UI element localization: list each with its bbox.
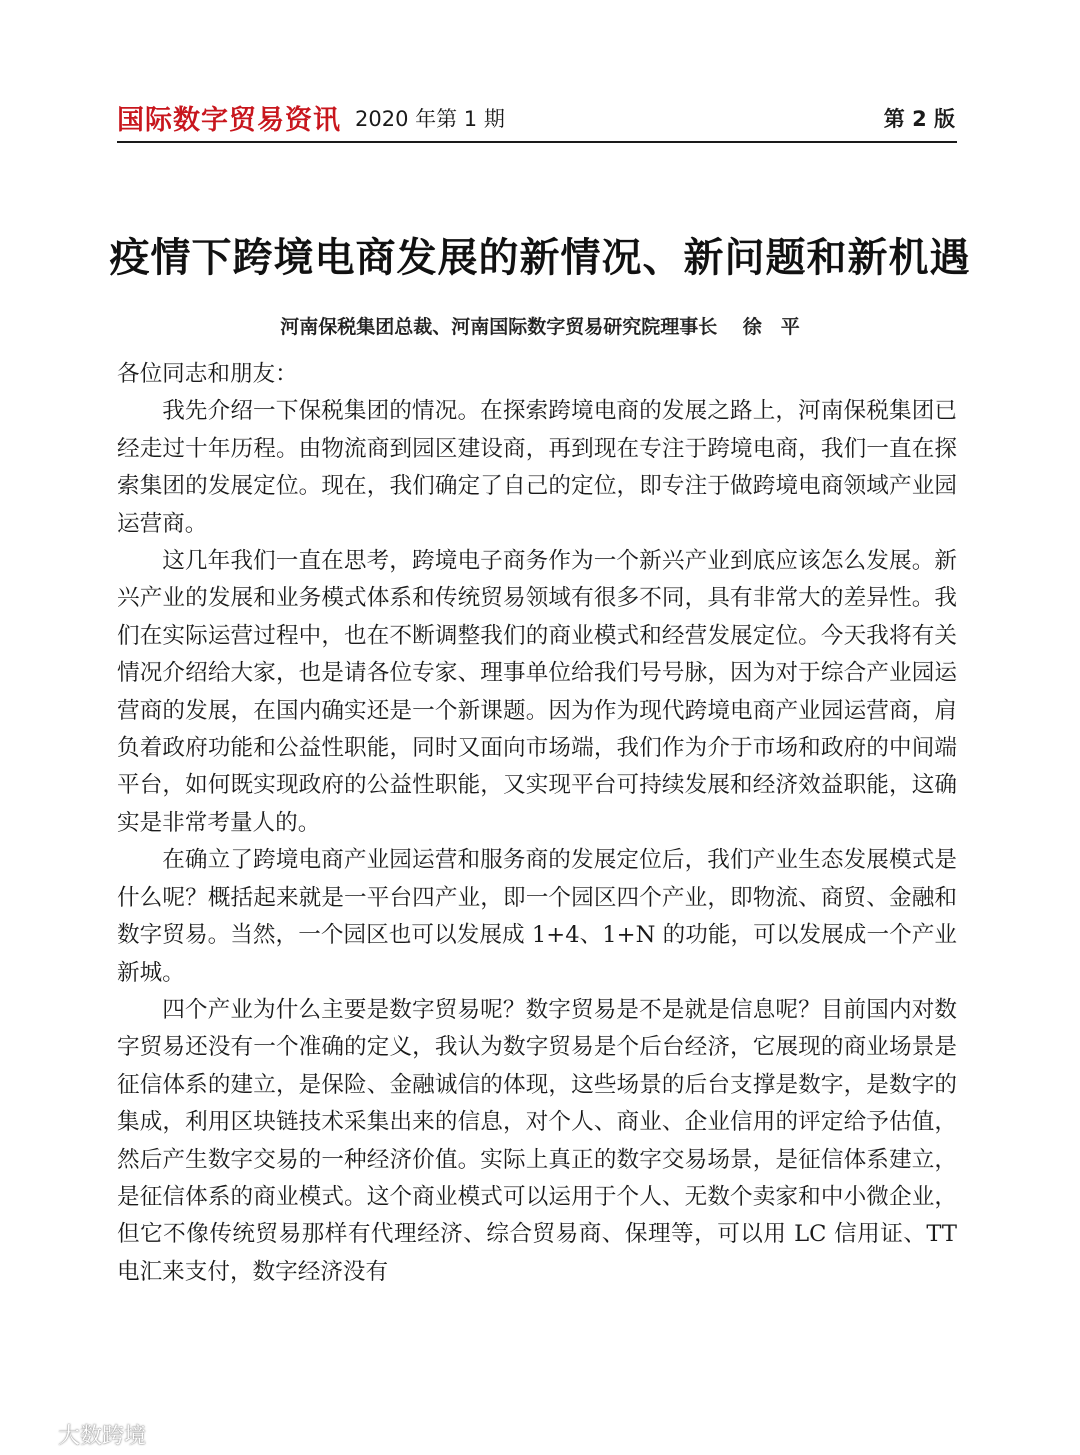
paragraph: 这几年我们一直在思考，跨境电子商务作为一个新兴产业到底应该怎么发展。新兴产业的发展和业务模式体系和传统贸易领域有很多不同，具有非常大的差异性。我们在实际运营过程中，也在不断调整我们的商业模式和经营发展定位。今天我将有关情况介绍给大家，也是请各位专家、理事单位给我们号号脉，因为对于综合产业园运营商的发展，在国内确实还是一个新课题。因为作为现代跨境电商产业园运营商，肩负着政府功能和公益性职能，同时又面向市场端，我们作为介于市场和政府的中间端平台，如何既实现政府的公益性职能，又实现平台可持续发展和经济效益职能，这确实是非常考量人的。 — [117, 548, 957, 836]
paragraph: 在确立了跨境电商产业园运营和服务商的发展定位后，我们产业生态发展模式是什么呢？概括起来就是一平台四产业，即一个园区四个产业，即物流、商贸、金融和数字贸易。当然，一个园区也可以发展成 1+4、1+N 的功能，可以发展成一个产业新城。 — [117, 847, 957, 986]
header-divider — [117, 141, 957, 143]
issue-number: 2020 年第 1 期 — [355, 107, 505, 131]
article-body — [117, 356, 957, 1291]
page-header — [117, 96, 957, 142]
paragraph: 四个产业为什么主要是数字贸易呢？数字贸易是不是就是信息呢？目前国内对数字贸易还没有一个准确的定义，我认为数字贸易是个后台经济，它展现的商业场景是征信体系的建立，是保险、金融诚信的体现，这些场景的后台支撑是数字，是数字的集成，利用区块链技术采集出来的信息，对个人、商业、企业信用的评定给予估值，然后产生数字交易的一种经济价值。实际上真正的数字交易场景，是征信体系建立，是征信体系的商业模式。这个商业模式可以运用于个人、无数个卖家和中小微企业，但它不像传统贸易那样有代理经济、综合贸易商、保理等，可以用 LC 信用证、TT 电汇来支付，数字经济没有 — [117, 996, 957, 1285]
page-number: 第 2 版 — [883, 107, 955, 131]
paragraph: 我先介绍一下保税集团的情况。在探索跨境电商的发展之路上，河南保税集团已经走过十年历程。由物流商到园区建设商，再到现在专注于跨境电商，我们一直在探索集团的发展定位。现在，我们确定了自己的定位，即专注于做跨境电商领域产业园运营商。 — [117, 398, 957, 537]
chat-bubble-icon — [22, 1421, 52, 1447]
watermark — [22, 1418, 146, 1450]
publication-name: 国际数字贸易资讯 — [117, 105, 341, 136]
article-byline: 河南保税集团总裁、河南国际数字贸易研究院理事长 徐 平 — [280, 316, 800, 338]
salutation: 各位同志和朋友： — [117, 361, 298, 387]
watermark-text: 大数跨境 — [58, 1423, 147, 1449]
article-title: 疫情下跨境电商发展的新情况、新问题和新机遇 — [109, 234, 971, 281]
